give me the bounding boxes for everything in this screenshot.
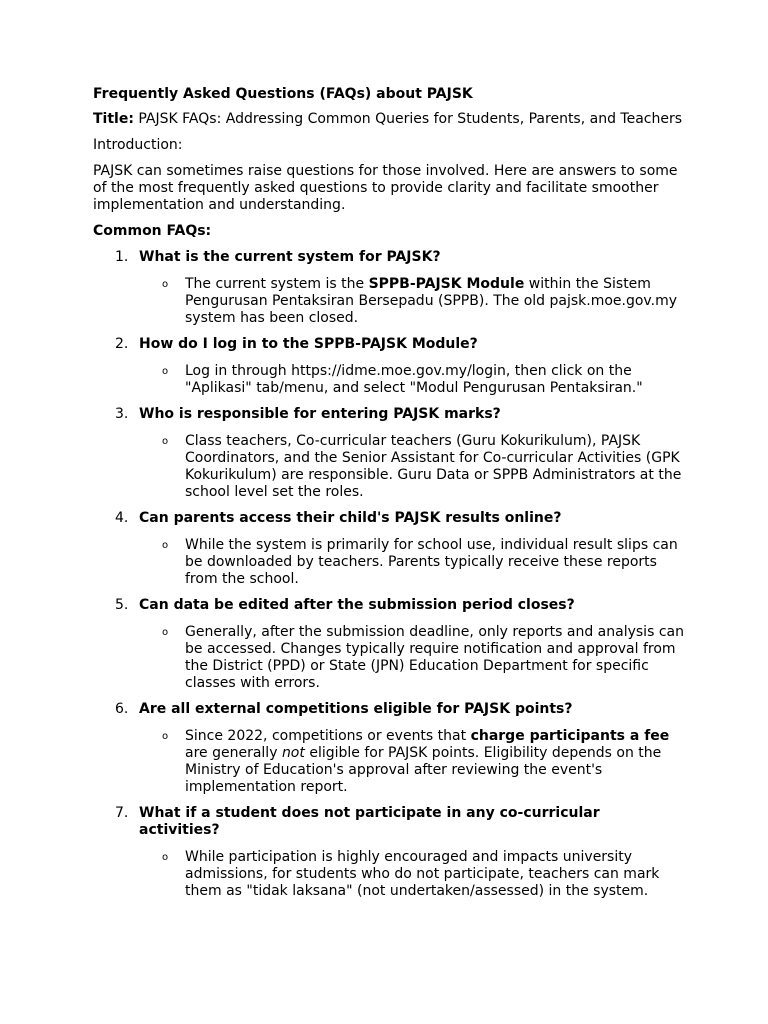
faq-question: Can data be edited after the submission period closes? xyxy=(139,597,575,613)
faq-number: 3. xyxy=(115,406,129,422)
answer-text-bold: SPPB-PAJSK Module xyxy=(368,276,525,292)
faq-answer xyxy=(139,433,685,501)
faq-answer xyxy=(139,276,685,327)
faq-question: What is the current system for PAJSK? xyxy=(139,249,441,265)
answer-text: are generally xyxy=(185,745,282,761)
intro-label: Introduction: xyxy=(93,137,183,153)
faq-answer xyxy=(139,728,685,796)
title-text: PAJSK FAQs: Addressing Common Queries for Students, Parents, and Teachers xyxy=(133,111,683,127)
answer-text-italic: not xyxy=(281,745,305,761)
faq-number: 4. xyxy=(115,510,129,526)
faq-item xyxy=(93,249,685,327)
title-label: Title: xyxy=(93,111,134,127)
faq-answer xyxy=(139,849,685,900)
faq-question: What if a student does not participate in any co-curricular activities? xyxy=(139,805,600,838)
answer-text: The current system is the xyxy=(185,276,369,292)
faq-question: How do I log in to the SPPB-PAJSK Module? xyxy=(139,336,478,352)
faq-item xyxy=(93,597,685,692)
faq-list xyxy=(93,249,685,900)
bullet-icon: o xyxy=(162,540,169,551)
faq-question: Are all external competitions eligible for PAJSK points? xyxy=(139,701,573,717)
answer-text: Log in through https://idme.moe.gov.my/login, then click on the "Aplikasi" tab/menu, and select "Modul Pengurusan Pentaksiran." xyxy=(185,363,643,396)
answer-text: Class teachers, Co-curricular teachers (Guru Kokurikulum), PAJSK Coordinators, and the Senior Assistant for Co-curricular Activities (GPK Kokurikulum) are responsible. Guru Data or SPPB Administrators at the school level set the roles. xyxy=(185,433,682,500)
answer-text: Since 2022, competitions or events that xyxy=(185,728,471,744)
faq-item xyxy=(93,510,685,588)
faq-answer-list xyxy=(139,363,685,397)
faq-item xyxy=(93,701,685,796)
title-line xyxy=(93,111,685,128)
bullet-icon: o xyxy=(162,731,169,742)
bullet-icon: o xyxy=(162,366,169,377)
document-body xyxy=(93,86,685,909)
faq-answer xyxy=(139,624,685,692)
answer-text: While participation is highly encouraged and impacts university admissions, for students who do not participate, teachers can mark them as "tidak laksana" (not undertaken/assessed) in the system. xyxy=(185,849,660,899)
faq-number: 7. xyxy=(115,805,129,821)
answer-text: eligible for PAJSK points. Eligibility depends on the Ministry of Education's approval after reviewing the event's implementation report. xyxy=(185,745,662,795)
faq-question: Who is responsible for entering PAJSK marks? xyxy=(139,406,501,422)
faq-answer-list xyxy=(139,276,685,327)
answer-text: Generally, after the submission deadline, only reports and analysis can be accessed. Changes typically require notification and approval from the District (PPD) or State (JPN) Education Department for specific classes with errors. xyxy=(185,624,684,691)
faq-question: Can parents access their child's PAJSK results online? xyxy=(139,510,562,526)
document-heading: Frequently Asked Questions (FAQs) about PAJSK xyxy=(93,86,473,102)
faq-answer-list xyxy=(139,728,685,796)
faq-number: 2. xyxy=(115,336,129,352)
faq-item xyxy=(93,336,685,397)
answer-text-bold: charge participants a fee xyxy=(470,728,670,744)
faq-answer-list xyxy=(139,849,685,900)
bullet-icon: o xyxy=(162,279,169,290)
intro-text: PAJSK can sometimes raise questions for those involved. Here are answers to some of the most frequently asked questions to provide clarity and facilitate smoother implementation and understanding. xyxy=(93,163,678,213)
faq-number: 1. xyxy=(115,249,129,265)
faq-answer-list xyxy=(139,624,685,692)
answer-text: While the system is primarily for school use, individual result slips can be downloaded by teachers. Parents typically receive these reports from the school. xyxy=(185,537,678,587)
faq-item xyxy=(93,805,685,900)
bullet-icon: o xyxy=(162,436,169,447)
answer-text: within the Sistem Pengurusan Pentaksiran Bersepadu (SPPB). The old pajsk.moe.gov.my system has been closed. xyxy=(185,276,677,326)
faq-number: 5. xyxy=(115,597,129,613)
faq-answer-list xyxy=(139,433,685,501)
common-faqs-heading: Common FAQs: xyxy=(93,223,212,239)
faq-number: 6. xyxy=(115,701,129,717)
faq-answer xyxy=(139,537,685,588)
bullet-icon: o xyxy=(162,627,169,638)
bullet-icon: o xyxy=(162,852,169,863)
faq-answer xyxy=(139,363,685,397)
faq-item xyxy=(93,406,685,501)
faq-answer-list xyxy=(139,537,685,588)
